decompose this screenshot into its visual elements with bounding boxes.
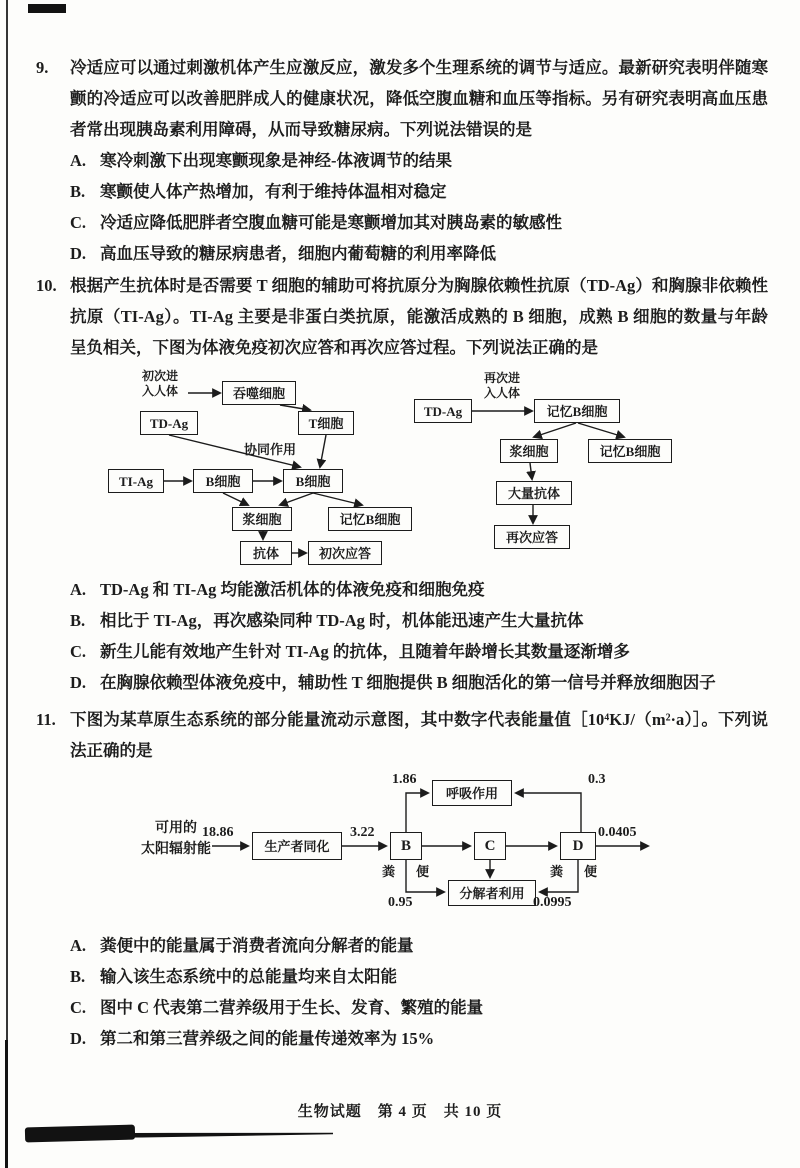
- box-secondary-response: 再次应答: [494, 525, 570, 549]
- box-producer: 生产者同化: [252, 832, 342, 860]
- value-feces-d: 0.0995: [533, 895, 572, 910]
- box-respiration: 呼吸作用: [432, 780, 512, 806]
- box-phagocyte: 吞噬细胞: [222, 381, 296, 405]
- option-text: 新生儿能有效地产生针对 TI-Ag 的抗体，且随着年龄增长其数量逐渐增多: [100, 642, 630, 661]
- feces-d-char1: 粪: [550, 864, 564, 879]
- question-stem: 冷适应可以通过刺激机体产生应激反应，激发多个生理系统的调节与适应。最新研究表明伴随寒颤的冷适应可以改善肥胖成人的健康状况，降低空腹血糖和血压等指标。另有研究表明高血压患者常出现胰岛素利用障碍，从而导致糖尿病。下列说法错误的是: [70, 58, 768, 139]
- box-b-cell-left: B细胞: [193, 469, 253, 493]
- option-label: A.: [70, 580, 87, 599]
- entry-label-secondary: [476, 371, 528, 401]
- option-row-a: [70, 930, 768, 961]
- immune-response-diagram: [36, 369, 768, 574]
- box-plasma-cell-2: 浆细胞: [500, 439, 558, 463]
- label-synergy: 协同作用: [244, 442, 297, 457]
- option-label: C.: [70, 642, 87, 661]
- option-label: B.: [70, 182, 86, 201]
- option-row-c: [70, 992, 768, 1023]
- box-memory-cell: 记忆B细胞: [328, 507, 412, 531]
- entry-label-line1: 初次进: [141, 369, 178, 383]
- feces-b-char2: 便: [416, 864, 430, 879]
- entry-label-line2: 入人体: [483, 386, 520, 400]
- option-label: C.: [70, 998, 87, 1017]
- scan-mark-bottom-tail: [118, 1131, 333, 1138]
- entry-label-primary: [134, 369, 186, 399]
- box-memory-cell-new: 记忆B细胞: [588, 439, 672, 463]
- value-respiration-d: 0.3: [588, 772, 606, 787]
- energy-flow-diagram: [36, 770, 768, 922]
- option-text: 在胸腺依赖型体液免疫中，辅助性 T 细胞提供 B 细胞活化的第一信号并释放细胞因子: [100, 673, 716, 692]
- option-row-a: [70, 574, 768, 605]
- option-row-b: [70, 176, 768, 207]
- feces-d-char2: 便: [584, 864, 598, 879]
- value-respiration-b: 1.86: [392, 772, 417, 787]
- box-ti-ag: TI-Ag: [108, 469, 164, 493]
- scan-edge-line: [6, 0, 8, 1168]
- option-text: 寒冷刺激下出现寒颤现象是神经-体液调节的结果: [100, 151, 452, 170]
- entry-label-line2: 入人体: [141, 384, 178, 398]
- option-text: 图中 C 代表第二营养级用于生长、发育、繁殖的能量: [100, 998, 484, 1017]
- value-input: 18.86: [202, 825, 234, 840]
- question-9: [36, 52, 768, 269]
- option-row-d: [70, 667, 768, 698]
- option-row-d: [70, 1023, 768, 1054]
- entry-label-line1: 再次进: [483, 371, 520, 385]
- option-label: D.: [70, 244, 87, 263]
- option-row-c: [70, 636, 768, 667]
- box-t-cell: T细胞: [298, 411, 354, 435]
- option-label: D.: [70, 1029, 87, 1048]
- option-text: 相比于 TI-Ag，再次感染同种 TD-Ag 时，机体能迅速产生大量抗体: [100, 611, 584, 630]
- option-text: 寒颤使人体产热增加，有利于维持体温相对稳定: [100, 182, 447, 201]
- option-text: TD-Ag 和 TI-Ag 均能激活机体的体液免疫和细胞免疫: [100, 580, 485, 599]
- option-text: 粪便中的能量属于消费者流向分解者的能量: [100, 936, 414, 955]
- option-text: 冷适应降低肥胖者空腹血糖可能是寒颤增加其对胰岛素的敏感性: [100, 213, 562, 232]
- option-label: B.: [70, 967, 86, 986]
- question-stem: 根据产生抗体时是否需要 T 细胞的辅助可将抗原分为胸腺依赖性抗原（TD-Ag）和胸腺非依赖性抗原（TI-Ag）。TI-Ag 主要是非蛋白类抗原，能激活成熟的 B 细胞，成熟 B 细胞的数量与年龄呈负相关，下图为体液免疫初次应答和再次应答过程。下列说法正确的是: [70, 276, 768, 357]
- question-number: 11.: [36, 710, 56, 729]
- question-stem: 下图为某草原生态系统的部分能量流动示意图，其中数字代表能量值［10⁴KJ/（m²·a）］。下列说法正确的是: [70, 710, 768, 760]
- option-label: A.: [70, 151, 87, 170]
- box-td-ag: TD-Ag: [140, 411, 198, 435]
- box-plasma-cell: 浆细胞: [232, 507, 292, 531]
- box-b: B: [390, 832, 422, 860]
- scan-mark-top-left: [28, 4, 66, 13]
- box-td-ag-2: TD-Ag: [414, 399, 472, 423]
- option-row-b: [70, 605, 768, 636]
- value-feces-b: 0.95: [388, 895, 413, 910]
- question-10: [36, 270, 768, 698]
- option-label: A.: [70, 936, 87, 955]
- box-d: D: [560, 832, 596, 860]
- option-row-b: [70, 961, 768, 992]
- solar-label-line1: 可用的: [155, 821, 197, 836]
- option-row-c: [70, 207, 768, 238]
- option-label: C.: [70, 213, 87, 232]
- option-row-d: [70, 238, 768, 269]
- page-footer: 生物试题 第 4 页 共 10 页: [297, 1104, 503, 1120]
- box-decomposer: 分解者利用: [448, 880, 536, 906]
- box-mass-antibody: 大量抗体: [496, 481, 572, 505]
- option-row-a: [70, 145, 768, 176]
- option-label: B.: [70, 611, 86, 630]
- value-producer-to-b: 3.22: [350, 825, 375, 840]
- box-antibody: 抗体: [240, 541, 292, 565]
- question-11: [36, 704, 768, 1054]
- option-text: 输入该生态系统中的总能量均来自太阳能: [100, 967, 397, 986]
- question-number: 9.: [36, 58, 49, 77]
- feces-b-char1: 粪: [382, 864, 396, 879]
- option-text: 高血压导致的糖尿病患者，细胞内葡萄糖的利用率降低: [100, 244, 496, 263]
- option-text: 第二和第三营养级之间的能量传递效率为 15%: [100, 1029, 435, 1048]
- box-memory-cell-top: 记忆B细胞: [534, 399, 620, 423]
- option-label: D.: [70, 673, 87, 692]
- solar-label-line2: 太阳辐射能: [141, 842, 211, 857]
- question-number: 10.: [36, 276, 57, 295]
- value-d-output: 0.0405: [598, 825, 637, 840]
- box-c: C: [474, 832, 506, 860]
- box-primary-response: 初次应答: [308, 541, 382, 565]
- box-b-cell-right: B细胞: [283, 469, 343, 493]
